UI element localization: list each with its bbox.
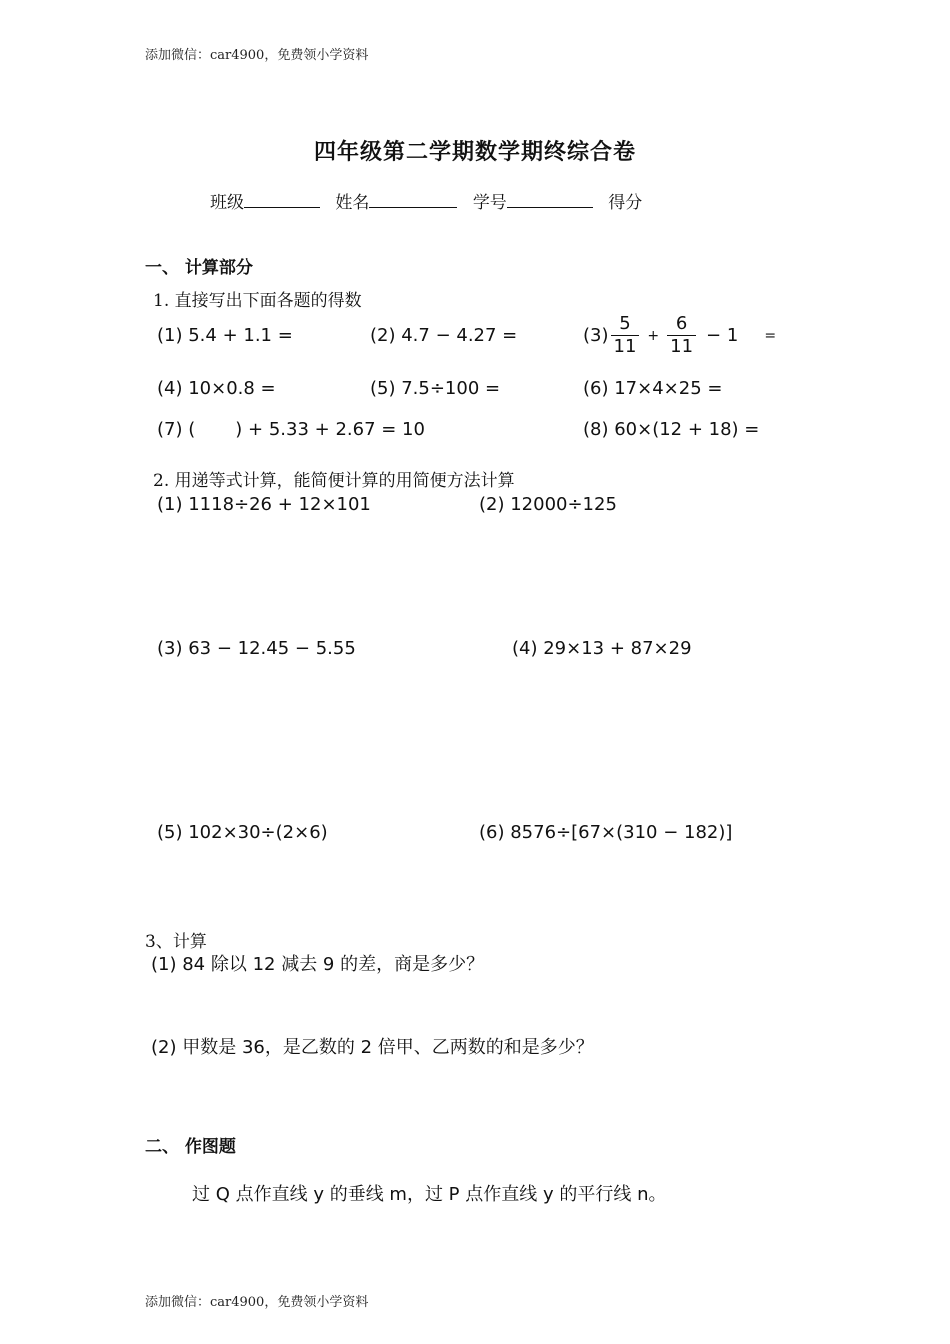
page-title: 四年级第二学期数学期终综合卷: [313, 140, 636, 165]
drawing-instruction: 过 Q 点作直线 y 的垂线 m，过 P 点作直线 y 的平行线 n。: [192, 1184, 667, 1205]
q1-item-6: (6) 17×4×25 =: [583, 378, 723, 399]
q1-item-3: [583, 313, 782, 358]
section-2-heading: 二、 作图题: [145, 1137, 236, 1157]
q3-heading: 3、计算: [145, 932, 207, 952]
q2-item-2: (2) 12000÷125: [479, 494, 617, 515]
q1-item-1: (1) 5.4 + 1.1 =: [157, 325, 293, 346]
q2-item-3: (3) 63 − 12.45 − 5.55: [157, 638, 356, 659]
q2-heading: 2. 用递等式计算，能简便计算的用简便方法计算: [153, 471, 515, 491]
fraction-denominator: 11: [667, 335, 696, 358]
class-blank[interactable]: [244, 191, 320, 208]
student-info-line: [210, 188, 642, 213]
q1-item-3-label: (3): [583, 325, 609, 346]
q2-item-4: (4) 29×13 + 87×29: [512, 638, 692, 659]
student-id-label: 学号: [472, 193, 507, 213]
q2-item-5: (5) 102×30÷(2×6): [157, 822, 328, 843]
q1-item-4: (4) 10×0.8 =: [157, 378, 276, 399]
q1-item-8: (8) 60×(12 + 18) =: [583, 419, 760, 440]
equals-sign: =: [764, 327, 777, 344]
plus-sign: +: [647, 327, 660, 344]
q1-item-7: (7) ( ) + 5.33 + 2.67 = 10: [157, 419, 425, 440]
q1-item-2: (2) 4.7 − 4.27 =: [370, 325, 518, 346]
name-blank[interactable]: [369, 191, 457, 208]
fraction-denominator: 11: [611, 335, 640, 358]
footer-note: 添加微信：car4900，免费领小学资料: [145, 1295, 369, 1310]
class-label: 班级: [210, 193, 244, 213]
q3-item-2: (2) 甲数是 36，是乙数的 2 倍甲、乙两数的和是多少？: [151, 1037, 594, 1058]
q1-item-5: (5) 7.5÷100 =: [370, 378, 501, 399]
fraction-numerator: 5: [619, 313, 631, 334]
fraction-numerator: 6: [675, 313, 688, 334]
q2-item-6: (6) 8576÷[67×(310 − 182)]: [479, 822, 733, 843]
header-note: 添加微信：car4900，免费领小学资料: [145, 48, 369, 63]
q1-heading: 1. 直接写出下面各题的得数: [153, 291, 362, 311]
minus-one: − 1: [706, 325, 739, 346]
score-label: 得分: [608, 193, 643, 213]
name-label: 姓名: [335, 193, 370, 213]
q2-item-1: (1) 1118÷26 + 12×101: [157, 494, 371, 515]
fraction-5-11: [611, 313, 640, 358]
student-id-blank[interactable]: [507, 191, 593, 208]
fraction-6-11: [667, 313, 696, 358]
q3-item-1: (1) 84 除以 12 减去 9 的差，商是多少？: [151, 954, 485, 975]
section-1-heading: 一、 计算部分: [145, 258, 253, 278]
